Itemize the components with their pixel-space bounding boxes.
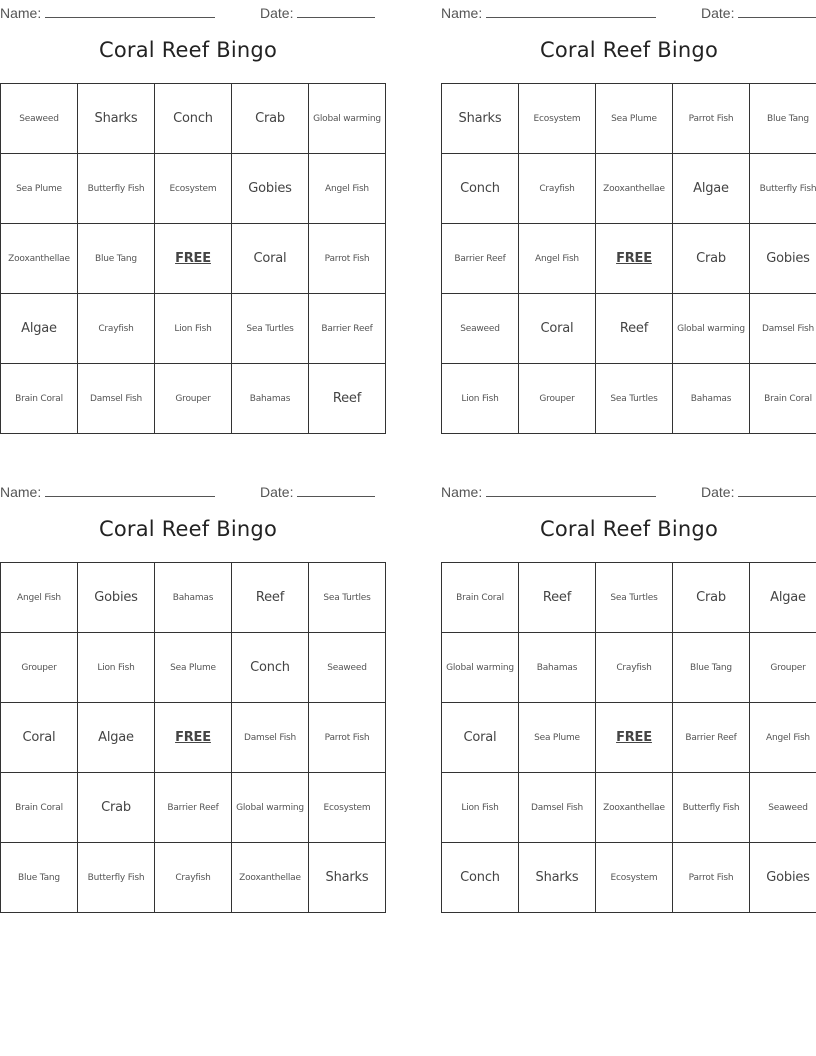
bingo-cell: Conch bbox=[442, 843, 519, 913]
grid-row bbox=[442, 703, 816, 773]
grid-row bbox=[1, 843, 386, 913]
bingo-cell: Reef bbox=[309, 364, 386, 434]
card-header-fields bbox=[441, 479, 816, 501]
name-field bbox=[441, 482, 656, 500]
bingo-cell: Gobies bbox=[750, 224, 816, 294]
date-field bbox=[701, 3, 816, 21]
bingo-cell: Damsel Fish bbox=[78, 364, 155, 434]
bingo-cell: Global warming bbox=[232, 773, 309, 843]
bingo-cell: Parrot Fish bbox=[309, 224, 386, 294]
bingo-cell: Barrier Reef bbox=[155, 773, 232, 843]
bingo-cell: Seaweed bbox=[750, 773, 816, 843]
name-label: Name: bbox=[441, 484, 483, 500]
bingo-cell: Crab bbox=[673, 224, 750, 294]
bingo-cell: Reef bbox=[519, 563, 596, 633]
bingo-grid bbox=[0, 562, 386, 913]
date-field bbox=[701, 482, 816, 500]
card-header-fields bbox=[0, 0, 376, 22]
free-cell: FREE bbox=[155, 224, 232, 294]
bingo-cell: Coral bbox=[442, 703, 519, 773]
bingo-cell: Butterfly Fish bbox=[673, 773, 750, 843]
name-blank-line bbox=[486, 482, 656, 497]
card-title: Coral Reef Bingo bbox=[98, 517, 277, 541]
bingo-cell: Conch bbox=[155, 84, 232, 154]
card-title: Coral Reef Bingo bbox=[98, 38, 277, 62]
bingo-cell: Crayfish bbox=[155, 843, 232, 913]
bingo-cell: Barrier Reef bbox=[442, 224, 519, 294]
bingo-cell: Lion Fish bbox=[442, 773, 519, 843]
bingo-cell: Sea Turtles bbox=[596, 563, 673, 633]
grid-row bbox=[1, 84, 386, 154]
bingo-cell: Algae bbox=[78, 703, 155, 773]
bingo-cell: Butterfly Fish bbox=[78, 843, 155, 913]
date-field bbox=[260, 3, 375, 21]
bingo-cell: Crayfish bbox=[519, 154, 596, 224]
bingo-cell: Conch bbox=[442, 154, 519, 224]
bingo-cell: Lion Fish bbox=[442, 364, 519, 434]
bingo-cell: Bahamas bbox=[232, 364, 309, 434]
bingo-cell: Damsel Fish bbox=[232, 703, 309, 773]
name-blank-line bbox=[45, 3, 215, 18]
name-field bbox=[0, 482, 215, 500]
grid-row bbox=[442, 633, 816, 703]
date-blank-line bbox=[297, 3, 375, 18]
bingo-cell: Gobies bbox=[78, 563, 155, 633]
bingo-card-2 bbox=[441, 0, 816, 404]
bingo-cell: Angel Fish bbox=[1, 563, 78, 633]
grid-row bbox=[442, 84, 816, 154]
date-blank-line bbox=[738, 3, 816, 18]
bingo-cell: Ecosystem bbox=[155, 154, 232, 224]
bingo-cell: Crab bbox=[673, 563, 750, 633]
date-label: Date: bbox=[260, 484, 294, 500]
bingo-cell: Grouper bbox=[519, 364, 596, 434]
bingo-cell: Sharks bbox=[442, 84, 519, 154]
bingo-cell: Damsel Fish bbox=[519, 773, 596, 843]
grid-row bbox=[442, 364, 816, 434]
grid-row bbox=[1, 294, 386, 364]
bingo-cell: Bahamas bbox=[155, 563, 232, 633]
bingo-cell: Zooxanthellae bbox=[596, 773, 673, 843]
bingo-cell: Angel Fish bbox=[519, 224, 596, 294]
name-label: Name: bbox=[441, 5, 483, 21]
bingo-cell: Algae bbox=[673, 154, 750, 224]
bingo-cell: Sea Plume bbox=[155, 633, 232, 703]
bingo-cell: Algae bbox=[1, 294, 78, 364]
bingo-cell: Seaweed bbox=[1, 84, 78, 154]
bingo-cell: Sea Plume bbox=[596, 84, 673, 154]
bingo-cell: Grouper bbox=[1, 633, 78, 703]
bingo-cell: Brain Coral bbox=[1, 773, 78, 843]
bingo-cell: Zooxanthellae bbox=[232, 843, 309, 913]
name-field bbox=[441, 3, 656, 21]
grid-row bbox=[1, 703, 386, 773]
grid-row bbox=[442, 773, 816, 843]
card-header-fields bbox=[441, 0, 816, 22]
bingo-cell: Blue Tang bbox=[78, 224, 155, 294]
bingo-cell: Algae bbox=[750, 563, 816, 633]
bingo-card-4 bbox=[441, 479, 816, 885]
bingo-cell: Parrot Fish bbox=[673, 843, 750, 913]
card-header-fields bbox=[0, 479, 376, 501]
bingo-cell: Sea Plume bbox=[519, 703, 596, 773]
date-label: Date: bbox=[701, 484, 735, 500]
bingo-cell: Gobies bbox=[750, 843, 816, 913]
free-cell: FREE bbox=[155, 703, 232, 773]
bingo-cell: Seaweed bbox=[442, 294, 519, 364]
date-field bbox=[260, 482, 375, 500]
date-label: Date: bbox=[260, 5, 294, 21]
date-blank-line bbox=[297, 482, 375, 497]
bingo-cell: Sharks bbox=[309, 843, 386, 913]
bingo-cell: Coral bbox=[519, 294, 596, 364]
bingo-cell: Parrot Fish bbox=[673, 84, 750, 154]
bingo-cell: Conch bbox=[232, 633, 309, 703]
bingo-cell: Gobies bbox=[232, 154, 309, 224]
bingo-cell: Global warming bbox=[309, 84, 386, 154]
grid-row bbox=[442, 294, 816, 364]
bingo-cell: Grouper bbox=[750, 633, 816, 703]
date-label: Date: bbox=[701, 5, 735, 21]
bingo-cell: Seaweed bbox=[309, 633, 386, 703]
bingo-grid bbox=[441, 562, 816, 913]
bingo-cell: Sharks bbox=[78, 84, 155, 154]
bingo-cell: Crayfish bbox=[78, 294, 155, 364]
grid-row bbox=[442, 224, 816, 294]
name-field bbox=[0, 3, 215, 21]
grid-row bbox=[1, 154, 386, 224]
grid-row bbox=[1, 224, 386, 294]
bingo-cell: Blue Tang bbox=[673, 633, 750, 703]
bingo-cell: Coral bbox=[232, 224, 309, 294]
bingo-cell: Barrier Reef bbox=[673, 703, 750, 773]
free-cell: FREE bbox=[596, 224, 673, 294]
bingo-cell: Lion Fish bbox=[155, 294, 232, 364]
bingo-cell: Damsel Fish bbox=[750, 294, 816, 364]
date-blank-line bbox=[738, 482, 816, 497]
bingo-card-1 bbox=[0, 0, 381, 406]
bingo-cell: Parrot Fish bbox=[309, 703, 386, 773]
card-title: Coral Reef Bingo bbox=[539, 38, 718, 62]
bingo-cell: Ecosystem bbox=[596, 843, 673, 913]
bingo-grid bbox=[0, 83, 386, 434]
bingo-grid bbox=[441, 83, 816, 434]
bingo-cell: Zooxanthellae bbox=[596, 154, 673, 224]
name-blank-line bbox=[45, 482, 215, 497]
bingo-cell: Ecosystem bbox=[309, 773, 386, 843]
bingo-card-3 bbox=[0, 479, 376, 885]
bingo-cell: Barrier Reef bbox=[309, 294, 386, 364]
grid-row bbox=[1, 633, 386, 703]
free-cell: FREE bbox=[596, 703, 673, 773]
bingo-cell: Sea Turtles bbox=[596, 364, 673, 434]
bingo-cell: Sea Turtles bbox=[309, 563, 386, 633]
bingo-cell: Butterfly Fish bbox=[78, 154, 155, 224]
bingo-cell: Brain Coral bbox=[1, 364, 78, 434]
bingo-cell: Blue Tang bbox=[1, 843, 78, 913]
grid-row bbox=[442, 843, 816, 913]
bingo-cell: Crayfish bbox=[596, 633, 673, 703]
bingo-cell: Crab bbox=[232, 84, 309, 154]
bingo-cell: Sea Turtles bbox=[232, 294, 309, 364]
card-title: Coral Reef Bingo bbox=[539, 517, 718, 541]
bingo-cell: Sea Plume bbox=[1, 154, 78, 224]
bingo-cell: Reef bbox=[596, 294, 673, 364]
bingo-cell: Global warming bbox=[673, 294, 750, 364]
name-label: Name: bbox=[0, 484, 42, 500]
bingo-cell: Blue Tang bbox=[750, 84, 816, 154]
bingo-cell: Reef bbox=[232, 563, 309, 633]
name-label: Name: bbox=[0, 5, 42, 21]
bingo-cell: Bahamas bbox=[673, 364, 750, 434]
name-blank-line bbox=[486, 3, 656, 18]
bingo-cell: Angel Fish bbox=[309, 154, 386, 224]
grid-row bbox=[442, 154, 816, 224]
bingo-cell: Bahamas bbox=[519, 633, 596, 703]
grid-row bbox=[442, 563, 816, 633]
bingo-cell: Global warming bbox=[442, 633, 519, 703]
bingo-cell: Brain Coral bbox=[750, 364, 816, 434]
grid-row bbox=[1, 563, 386, 633]
bingo-cell: Angel Fish bbox=[750, 703, 816, 773]
bingo-cell: Sharks bbox=[519, 843, 596, 913]
bingo-cell: Ecosystem bbox=[519, 84, 596, 154]
bingo-cell: Lion Fish bbox=[78, 633, 155, 703]
grid-row bbox=[1, 364, 386, 434]
bingo-cell: Coral bbox=[1, 703, 78, 773]
bingo-cell: Zooxanthellae bbox=[1, 224, 78, 294]
bingo-cell: Crab bbox=[78, 773, 155, 843]
bingo-cell: Grouper bbox=[155, 364, 232, 434]
bingo-cell: Butterfly Fish bbox=[750, 154, 816, 224]
bingo-cell: Brain Coral bbox=[442, 563, 519, 633]
grid-row bbox=[1, 773, 386, 843]
